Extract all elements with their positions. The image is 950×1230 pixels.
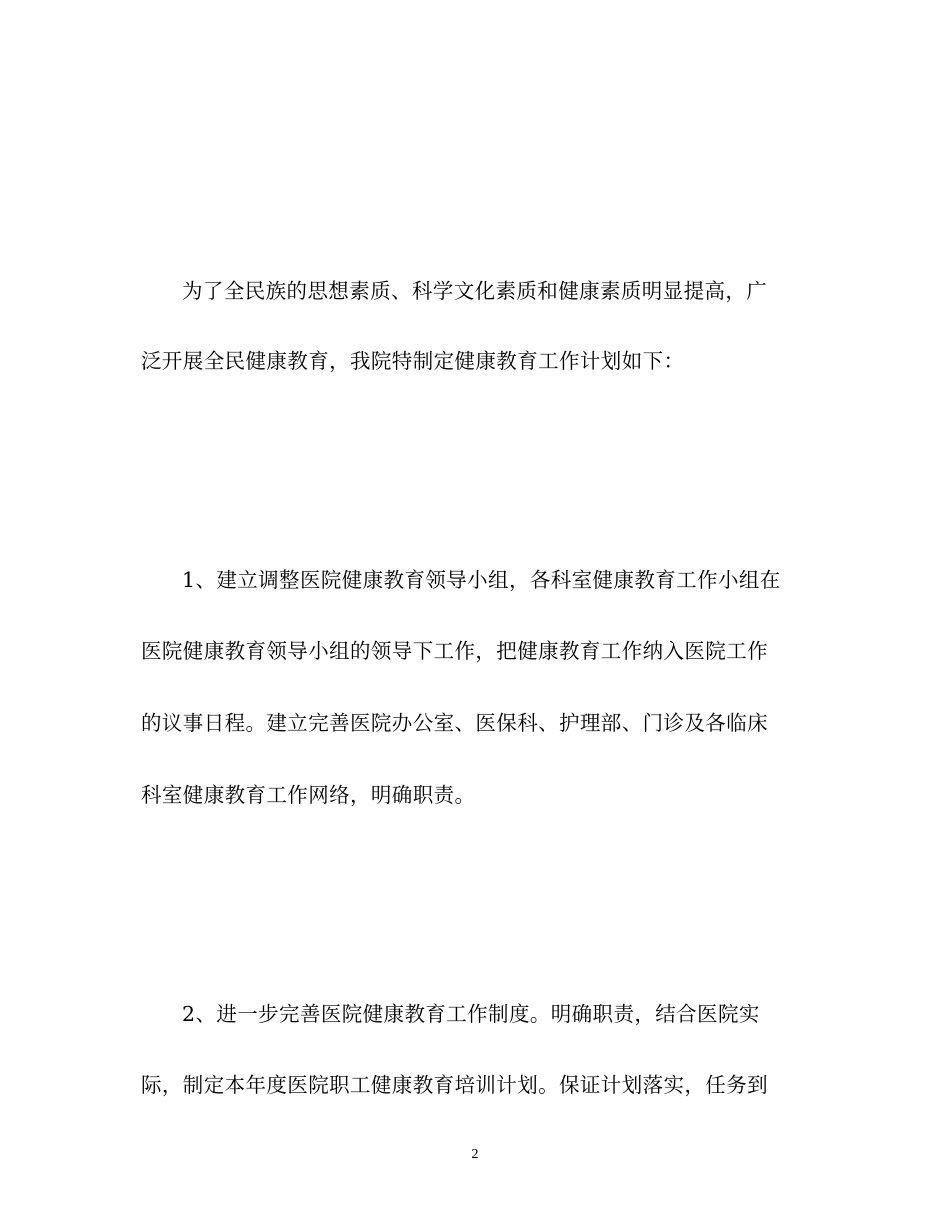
paragraph-line: 为了全民族的思想素质、科学文化素质和健康素质明显提高，广 xyxy=(182,279,768,303)
paragraph-line: 2、进一步完善医院健康教育工作制度。明确职责，结合医院实 xyxy=(182,1002,760,1026)
paragraph-line: 医院健康教育领导小组的领导下工作，把健康教育工作纳入医院工作 xyxy=(141,639,768,663)
page-number: 2 xyxy=(471,1147,479,1162)
paragraph-line: 科室健康教育工作网络，明确职责。 xyxy=(141,783,476,807)
paragraph-line: 的议事日程。建立完善医院办公室、医保科、护理部、门诊及各临床 xyxy=(141,711,768,735)
paragraph-line: 1、建立调整医院健康教育领导小组，各科室健康教育工作小组在 xyxy=(182,568,781,592)
paragraph-line: 泛开展全民健康教育，我院特制定健康教育工作计划如下： xyxy=(141,349,685,373)
paragraph-line: 际，制定本年度医院职工健康教育培训计划。保证计划落实，任务到 xyxy=(141,1073,768,1097)
